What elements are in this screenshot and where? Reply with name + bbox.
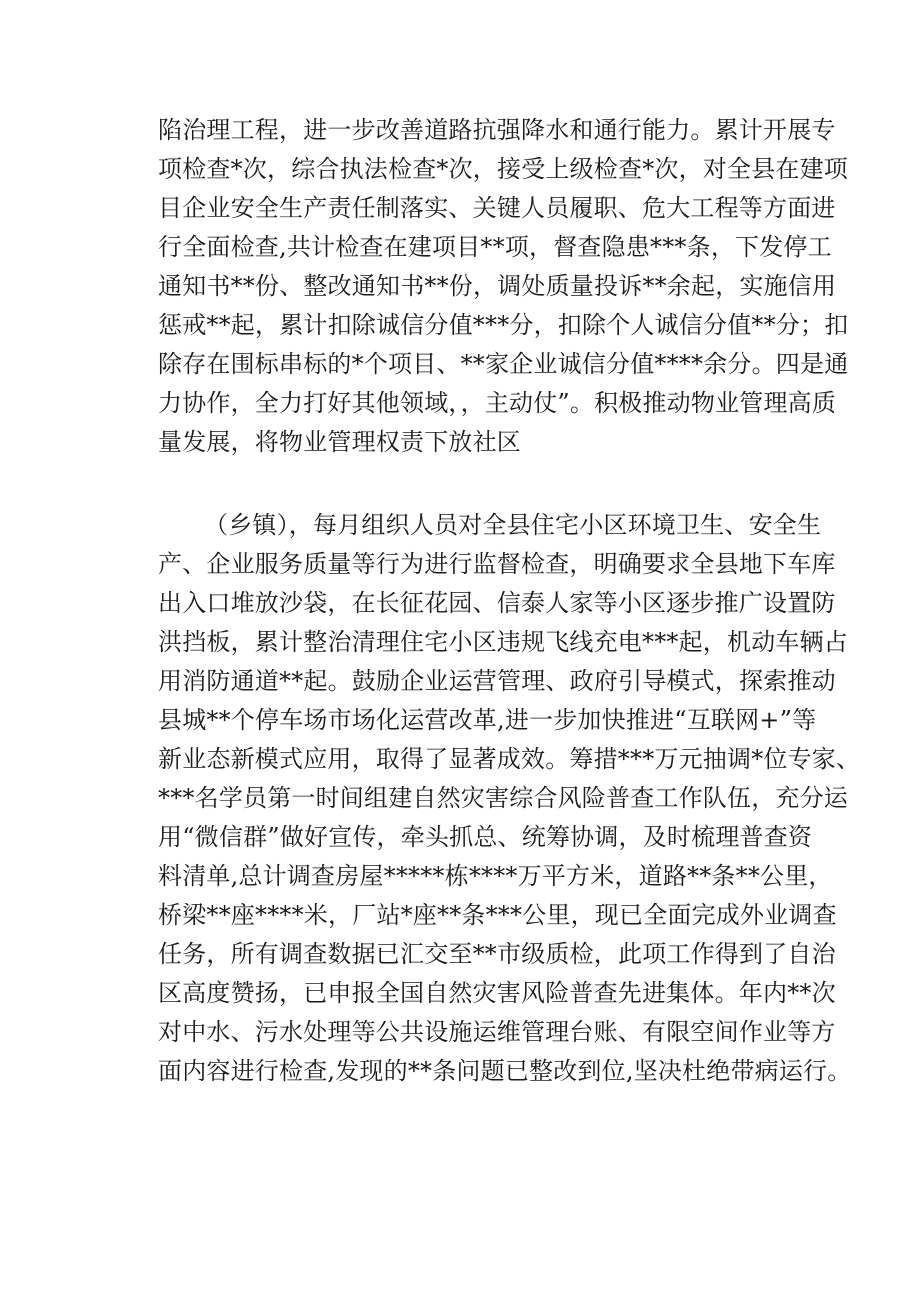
text-line: 洪挡板，累计整治清理住宅小区违规飞线充电***起，机动车辆占 (158, 628, 848, 656)
text-line: 用“微信群”做好宣传，牵头抓总、统筹协调，及时梳理普查资 (158, 823, 813, 851)
text-line: 出入口堆放沙袋，在长征花园、信泰人家等小区逐步推广设置防 (158, 589, 836, 617)
text-line: 陷治理工程，进一步改善道路抗强降水和通行能力。累计开展专 (158, 116, 836, 144)
paragraph-1 (158, 111, 849, 462)
text-line: 通知书**份、整改通知书**份，调处质量投诉**余起，实施信用 (158, 272, 837, 300)
text-line: 力协作，全力打好其他领域，，主动仗”。积极推动物业管理高质 (158, 389, 837, 417)
text-line: ***名学员第一时间组建自然灾害综合风险普查工作队伍，充分运 (158, 784, 848, 812)
text-line: 新业态新模式应用，取得了显著成效。筹措***万元抽调*位专家、 (158, 745, 861, 773)
text-line: 量发展，将物业管理权责下放社区 (158, 428, 521, 456)
text-line: 除存在围标串标的*个项目、**家企业诚信分值****余分。四是通 (158, 350, 849, 378)
text-line: 目企业安全生产责任制落实、关键人员履职、危大工程等方面进 (158, 194, 836, 222)
text-line: 县城**个停车场市场化运营改革,进一步加快推进“互联网+”等 (158, 706, 817, 734)
text-line: 项检查*次，综合执法检查*次，接受上级检查*次，对全县在建项 (158, 155, 848, 183)
text-line-indented: （乡镇），每月组织人员对全县住宅小区环境卫生、安全生 (204, 511, 822, 539)
text-line: 行全面检查,共计检查在建项目**项，督查隐患***条，下发停工 (158, 233, 832, 261)
text-line: 惩戒**起，累计扣除诚信分值***分，扣除个人诚信分值**分；扣 (158, 311, 849, 339)
text-line: 用消防通道**起。鼓励企业运营管理、政府引导模式，探索推动 (158, 667, 836, 695)
text-line: 对中水、污水处理等公共设施运维管理台账、有限空间作业等方 (158, 1018, 836, 1046)
text-line: 区高度赞扬，已申报全国自然灾害风险普查先进集体。年内**次 (158, 979, 836, 1007)
text-line: 任务，所有调查数据已汇交至**市级质检，此项工作得到了自治 (158, 940, 836, 968)
text-line: 产、企业服务质量等行为进行监督检查，明确要求全县地下车库 (158, 550, 836, 578)
text-line: 料清单,总计调查房屋*****栋****万平方米，道路**条**公里， (158, 862, 833, 890)
paragraph-2 (158, 506, 861, 1091)
text-line: 面内容进行检查,发现的**条问题已整改到位,坚决杜绝带病运行。 (158, 1057, 852, 1085)
text-line: 桥梁**座****米，厂站*座**条***公里，现已全面完成外业调查 (158, 901, 837, 929)
